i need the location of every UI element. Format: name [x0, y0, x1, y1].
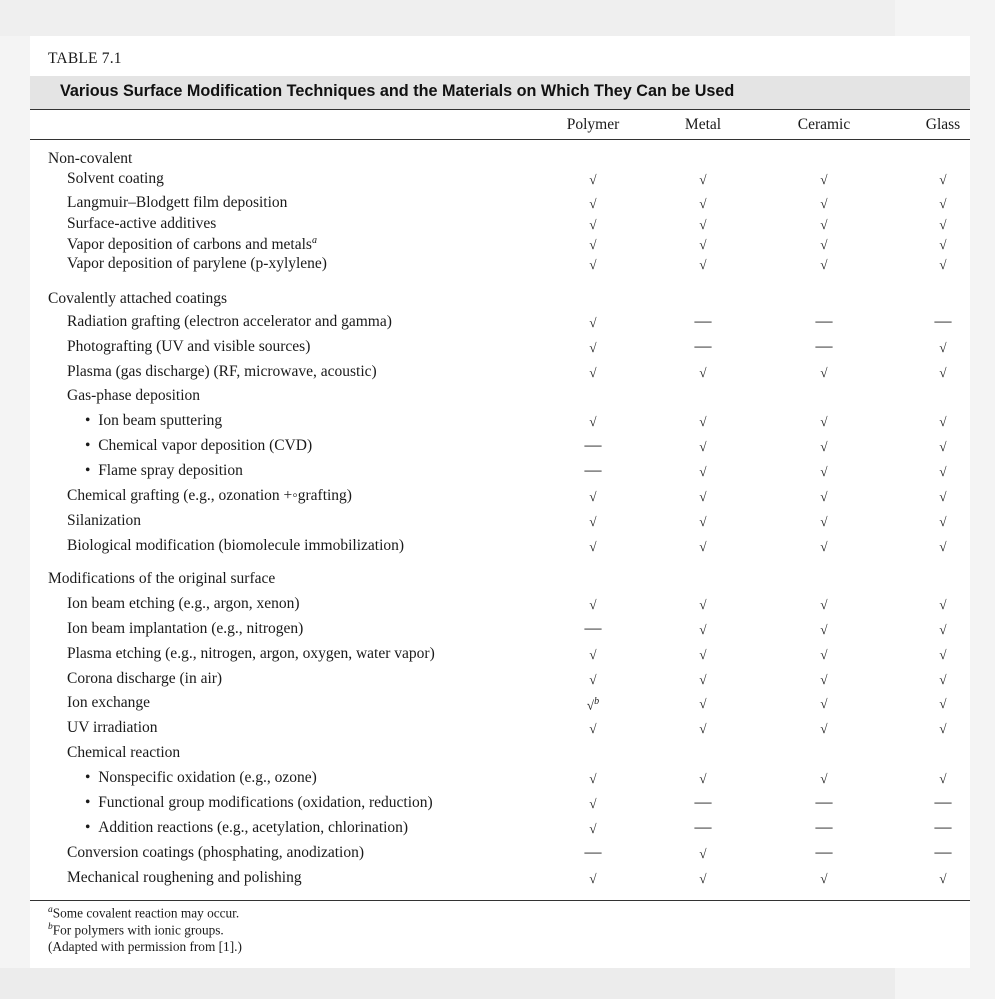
cell-metal-check-icon: √	[699, 489, 707, 504]
row-label	[85, 769, 317, 787]
cell-metal-check-icon: √	[699, 721, 707, 736]
cell-glass-check-icon: √	[939, 647, 947, 662]
cell-metal-dash: —	[694, 817, 712, 836]
cell-glass-check-icon: √	[939, 696, 947, 711]
top-margin-band	[0, 0, 895, 36]
table-row	[30, 512, 970, 532]
cell-polymer-check-icon: √	[589, 771, 597, 786]
row-label	[85, 819, 408, 837]
cell-glass-check-icon: √	[939, 871, 947, 886]
cell-ceramic-dash: —	[815, 311, 833, 330]
cell-glass-dash: —	[934, 817, 952, 836]
row-label	[67, 255, 327, 273]
table-row	[30, 215, 970, 235]
cell-glass-check-icon: √	[939, 340, 947, 355]
row-label	[67, 694, 150, 712]
cell-ceramic-check-icon: √	[820, 217, 828, 232]
cell-metal-check-icon: √	[699, 539, 707, 554]
cell-ceramic-check-icon: √	[820, 539, 828, 554]
row-label	[67, 844, 364, 862]
footnote-mark: b	[48, 922, 53, 932]
cell-glass-dash: —	[934, 311, 952, 330]
row-label	[67, 869, 302, 887]
footnote-marker: b	[594, 696, 600, 707]
cell-polymer-check-icon: √	[589, 315, 597, 330]
footnote-mark: a	[48, 905, 53, 915]
row-label-text: Ion beam implantation (e.g., nitrogen)	[67, 620, 304, 637]
cell-polymer-check-icon: √	[589, 647, 597, 662]
cell-metal-check-icon: √	[699, 696, 707, 711]
cell-metal-check-icon: √	[699, 871, 707, 886]
row-label-text: Silanization	[67, 512, 142, 529]
cell-ceramic-check-icon: √	[820, 871, 828, 886]
cell-metal-check-icon: √	[699, 365, 707, 380]
cell-metal-check-icon: √	[699, 414, 707, 429]
cell-ceramic-check-icon: √	[820, 172, 828, 187]
row-label-text: Langmuir–Blodgett film deposition	[67, 194, 288, 211]
row-label-text: Conversion coatings (phosphating, anodization)	[67, 844, 365, 861]
table-row	[30, 869, 970, 889]
table-row	[30, 694, 970, 714]
table-row	[30, 363, 970, 383]
cell-glass-check-icon: √	[939, 365, 947, 380]
row-label-text: Gas-phase deposition	[67, 387, 201, 404]
bullet-icon: •	[85, 769, 99, 786]
bottom-margin-band	[0, 968, 895, 999]
row-label	[67, 338, 310, 356]
cell-polymer-check-icon: √$^b$	[586, 696, 600, 713]
cell-polymer-dash: —	[584, 435, 602, 454]
table-row	[30, 670, 970, 690]
table-group-row	[30, 150, 970, 170]
cell-metal-check-icon: √	[699, 622, 707, 637]
cell-glass-check-icon: √	[939, 539, 947, 554]
table-label: TABLE 7.1	[48, 50, 122, 67]
cell-ceramic-dash: —	[815, 792, 833, 811]
row-label-text: Corona discharge (in air)	[67, 670, 223, 687]
cell-polymer-dash: —	[584, 842, 602, 861]
table-row	[30, 313, 970, 333]
cell-glass-check-icon: √	[939, 721, 947, 736]
column-header-polymer: Polymer	[566, 116, 620, 133]
row-label	[67, 170, 164, 188]
row-label	[67, 670, 222, 688]
row-label-text: Photografting (UV and visible sources)	[67, 338, 311, 355]
cell-polymer-check-icon: √	[589, 514, 597, 529]
cell-glass-check-icon: √	[939, 172, 947, 187]
cell-glass-dash: —	[934, 792, 952, 811]
row-label-text: Modifications of the original surface	[48, 570, 276, 587]
cell-metal-check-icon: √	[699, 217, 707, 232]
row-label	[85, 462, 243, 480]
row-label-text: Plasma (gas discharge) (RF, microwave, acoustic)	[67, 363, 377, 380]
cell-ceramic-dash: —	[815, 842, 833, 861]
cell-polymer-check-icon: √	[589, 796, 597, 811]
row-label	[67, 620, 303, 638]
cell-glass-check-icon: √	[939, 622, 947, 637]
cell-glass-check-icon: √	[939, 514, 947, 529]
row-label-text: Ion beam etching (e.g., argon, xenon)	[67, 595, 300, 612]
row-label	[67, 313, 392, 331]
cell-ceramic-dash: —	[815, 817, 833, 836]
table-row	[30, 170, 970, 190]
row-label-text: Plasma etching (e.g., nitrogen, argon, oxygen, water vapor)	[67, 645, 435, 662]
row-label-text: UV irradiation	[67, 719, 158, 736]
cell-metal-check-icon: √	[699, 464, 707, 479]
table-row	[30, 235, 970, 255]
cell-polymer-check-icon: √	[589, 217, 597, 232]
cell-metal-check-icon: √	[699, 257, 707, 272]
row-label-text: Chemical grafting (e.g., ozonation +◦grafting)	[67, 487, 352, 504]
table-row	[30, 794, 970, 814]
row-label	[85, 437, 312, 455]
row-label	[48, 570, 275, 588]
cell-metal-check-icon: √	[699, 514, 707, 529]
table-row	[30, 719, 970, 739]
table-row	[30, 744, 970, 764]
table-row	[30, 844, 970, 864]
bullet-icon: •	[85, 462, 99, 479]
cell-polymer-dash: —	[584, 460, 602, 479]
cell-polymer-check-icon: √	[589, 821, 597, 836]
cell-metal-check-icon: √	[699, 771, 707, 786]
cell-polymer-check-icon: √	[589, 414, 597, 429]
table-row	[30, 769, 970, 789]
row-label	[67, 215, 216, 233]
cell-polymer-check-icon: √	[589, 871, 597, 886]
row-label-text: Solvent coating	[67, 170, 164, 187]
row-label	[85, 412, 222, 430]
cell-ceramic-check-icon: √	[820, 257, 828, 272]
table-row	[30, 645, 970, 665]
cell-polymer-check-icon: √	[589, 257, 597, 272]
table-row	[30, 437, 970, 457]
row-label-text: Chemical vapor deposition (CVD)	[98, 437, 313, 454]
column-header-ceramic: Ceramic	[797, 116, 851, 133]
cell-ceramic-dash: —	[815, 336, 833, 355]
row-label	[67, 235, 317, 254]
row-label-text: Functional group modifications (oxidation, reduction)	[98, 794, 433, 811]
footnote-text: (Adapted with permission from [1].)	[48, 939, 242, 954]
row-label	[67, 595, 300, 613]
row-label-text: Biological modification (biomolecule immobilization)	[67, 537, 405, 554]
cell-glass-check-icon: √	[939, 414, 947, 429]
row-label-text: Nonspecific oxidation (e.g., ozone)	[98, 769, 317, 786]
row-label	[67, 363, 377, 381]
cell-ceramic-check-icon: √	[820, 696, 828, 711]
cell-metal-dash: —	[694, 311, 712, 330]
row-label	[67, 194, 287, 212]
table-row	[30, 194, 970, 214]
cell-ceramic-check-icon: √	[820, 622, 828, 637]
row-label-text: Vapor deposition of parylene (p-xylylene)	[67, 255, 327, 272]
cell-polymer-check-icon: √	[589, 237, 597, 252]
footnote-text: Some covalent reaction may occur.	[52, 905, 240, 921]
row-label	[67, 744, 180, 762]
row-label-text: Addition reactions (e.g., acetylation, chlorination)	[98, 819, 409, 836]
cell-glass-check-icon: √	[939, 257, 947, 272]
bullet-icon: •	[85, 794, 99, 811]
cell-metal-dash: —	[694, 336, 712, 355]
table-row	[30, 387, 970, 407]
bullet-icon: •	[85, 819, 99, 836]
row-label-text: Ion beam sputtering	[98, 412, 223, 429]
cell-polymer-check-icon: √	[589, 365, 597, 380]
row-label	[67, 387, 200, 405]
column-header-metal: Metal	[684, 116, 722, 133]
cell-glass-check-icon: √	[939, 489, 947, 504]
cell-ceramic-check-icon: √	[820, 597, 828, 612]
row-label-text: Non-covalent	[48, 150, 133, 167]
cell-glass-check-icon: √	[939, 597, 947, 612]
cell-glass-check-icon: √	[939, 771, 947, 786]
table-caption: Various Surface Modification Techniques and the Materials on Which They Can be Used	[60, 82, 735, 100]
footnote	[48, 939, 242, 955]
cell-glass-check-icon: √	[939, 217, 947, 232]
cell-ceramic-check-icon: √	[820, 237, 828, 252]
row-label-text: Ion exchange	[67, 694, 151, 711]
row-label	[48, 150, 132, 168]
cell-ceramic-check-icon: √	[820, 365, 828, 380]
cell-polymer-check-icon: √	[589, 340, 597, 355]
cell-metal-check-icon: √	[699, 846, 707, 861]
cell-glass-check-icon: √	[939, 672, 947, 687]
row-label	[67, 645, 435, 663]
table-group-row	[30, 570, 970, 590]
table-row	[30, 338, 970, 358]
table-group-row	[30, 290, 970, 310]
cell-ceramic-check-icon: √	[820, 647, 828, 662]
cell-ceramic-check-icon: √	[820, 489, 828, 504]
table-row	[30, 255, 970, 275]
table-row	[30, 620, 970, 640]
column-header-glass: Glass	[925, 116, 961, 133]
cell-ceramic-check-icon: √	[820, 771, 828, 786]
table-row	[30, 462, 970, 482]
cell-glass-check-icon: √	[939, 464, 947, 479]
footnote-marker: a	[311, 235, 317, 246]
row-label-text: Covalently attached coatings	[48, 290, 228, 307]
cell-glass-check-icon: √	[939, 196, 947, 211]
footnote	[48, 922, 224, 938]
footnote-text: For polymers with ionic groups.	[52, 922, 224, 938]
cell-metal-check-icon: √	[699, 196, 707, 211]
cell-ceramic-check-icon: √	[820, 514, 828, 529]
table-row	[30, 819, 970, 839]
row-label-text: Vapor deposition of carbons and metals	[67, 236, 312, 254]
cell-polymer-check-icon: √	[589, 672, 597, 687]
cell-polymer-check-icon: √	[589, 172, 597, 187]
cell-polymer-check-icon: √	[589, 721, 597, 736]
table-row	[30, 595, 970, 615]
table-page	[30, 36, 970, 968]
row-label-text: Flame spray deposition	[98, 462, 243, 479]
row-label	[67, 512, 141, 530]
footnote	[48, 905, 239, 921]
cell-ceramic-check-icon: √	[820, 196, 828, 211]
row-label-text: Mechanical roughening and polishing	[67, 869, 302, 886]
cell-metal-check-icon: √	[699, 647, 707, 662]
cell-ceramic-check-icon: √	[820, 439, 828, 454]
table-row	[30, 487, 970, 507]
cell-polymer-check-icon: √	[589, 539, 597, 554]
row-label	[67, 719, 158, 737]
row-label-text: Chemical reaction	[67, 744, 181, 761]
table-bottom-rule	[30, 900, 970, 901]
cell-polymer-dash: —	[584, 618, 602, 637]
cell-glass-dash: —	[934, 842, 952, 861]
cell-metal-check-icon: √	[699, 672, 707, 687]
cell-ceramic-check-icon: √	[820, 414, 828, 429]
row-label-text: Surface-active additives	[67, 215, 217, 232]
row-label	[67, 487, 352, 505]
cell-polymer-check-icon: √	[589, 597, 597, 612]
cell-ceramic-check-icon: √	[820, 672, 828, 687]
cell-metal-check-icon: √	[699, 439, 707, 454]
caption-bar	[30, 76, 970, 109]
row-label-text: Radiation grafting (electron accelerator and gamma)	[67, 313, 392, 330]
cell-polymer-check-icon: √	[589, 489, 597, 504]
caption-bottom-rule	[30, 109, 970, 110]
row-label	[48, 290, 227, 308]
cell-glass-check-icon: √	[939, 237, 947, 252]
cell-metal-check-icon: √	[699, 237, 707, 252]
table-row	[30, 537, 970, 557]
table-row	[30, 412, 970, 432]
cell-glass-check-icon: √	[939, 439, 947, 454]
cell-metal-check-icon: √	[699, 597, 707, 612]
cell-polymer-check-icon: √	[589, 196, 597, 211]
cell-ceramic-check-icon: √	[820, 464, 828, 479]
cell-metal-check-icon: √	[699, 172, 707, 187]
cell-metal-dash: —	[694, 792, 712, 811]
cell-ceramic-check-icon: √	[820, 721, 828, 736]
row-label	[67, 537, 404, 555]
bullet-icon: •	[85, 437, 99, 454]
bullet-icon: •	[85, 412, 99, 429]
header-bottom-rule	[30, 139, 970, 140]
row-label	[85, 794, 433, 812]
